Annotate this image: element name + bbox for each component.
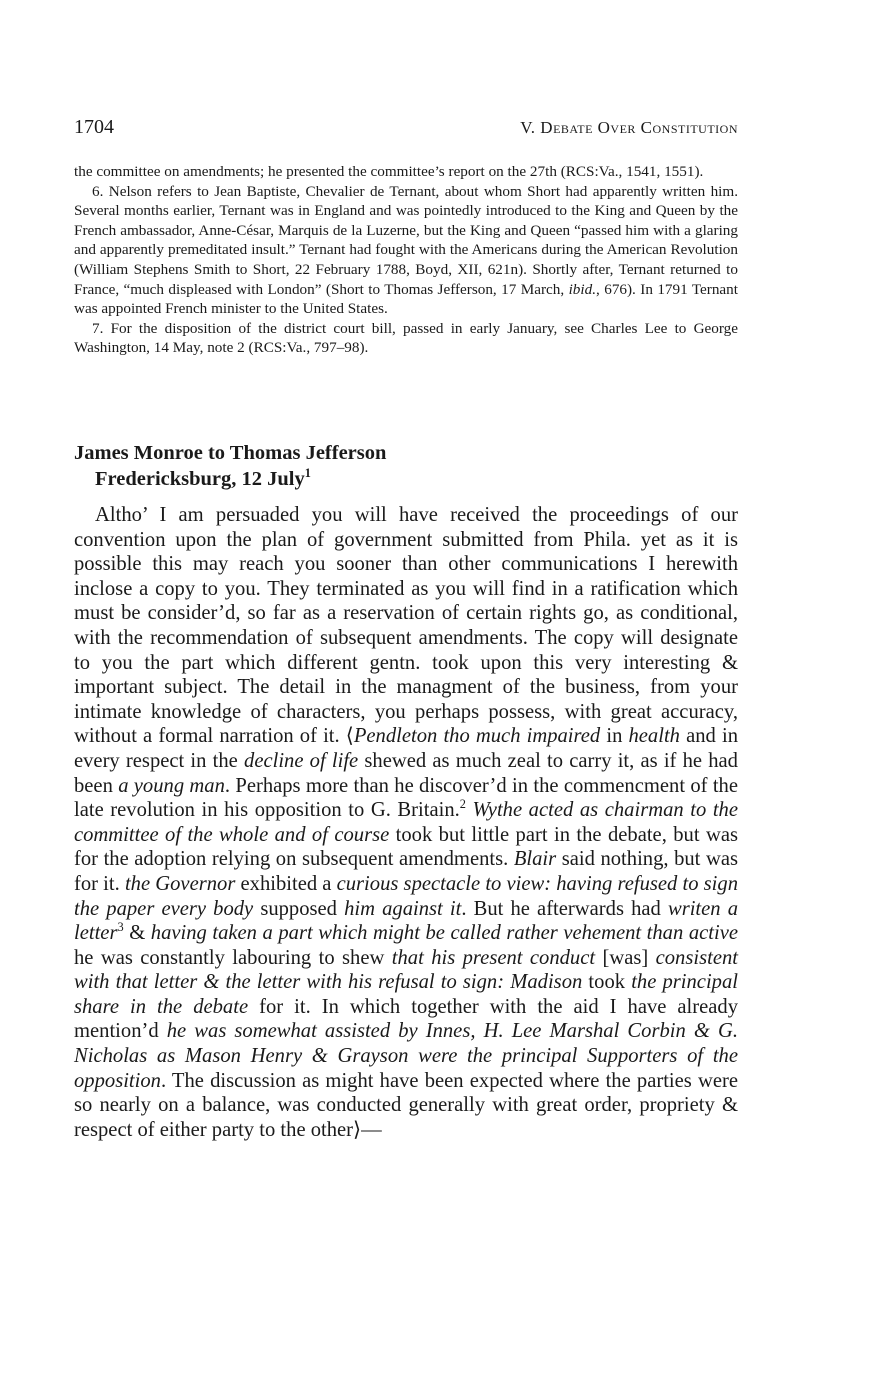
letter-text: in [600, 725, 629, 748]
letter-italic: he was somewhat assisted by Innes, H. Lee Marshal Corbin & G. Nicholas as Mason Henry & Grayson were the principal Supporters of the opposition [74, 1020, 739, 1092]
letter-text: took but little part in the debate, but was for the adoption relying on subsequent amendments. [74, 823, 738, 871]
letter-italic: Pendleton tho much impaired [353, 725, 601, 748]
letter-italic: Wythe acted as chairman to the committee of the whole and of course [74, 799, 738, 846]
note-6-end: , 676). In 1791 Ternant was appointed French minister to the United States. [74, 280, 738, 318]
letter-italic: writen a letter [74, 897, 739, 945]
letter-body [74, 503, 738, 1142]
letter-text: . The discussion as might have been expected where the parties were so nearly on a balance, was conducted generally with great order, propriety & respect of either party to the other⟩— [74, 1069, 738, 1141]
letter-text: exhibited a [235, 872, 337, 895]
letter-text: & [123, 922, 151, 945]
letter-text: for it. In which together with the aid I have already mention’d [74, 995, 738, 1043]
title-note-ref: 1 [304, 466, 311, 481]
letter-text: supposed [253, 897, 345, 920]
document-title [74, 440, 738, 492]
note-6-text: 6. Nelson refers to Jean Baptiste, Chevalier de Ternant, about whom Short had apparently written him. Several months earlier, Ternant was in England and was pointedly introduced to the King and Queen by the French ambassador, Anne-César, Marquis de la Luzerne, but the King and Queen “passed him with a glaring and apparently premeditated insult.” Ternant had fought with the Americans during the American Revolution (William Stephens Smith to Short, 22 February 1788, Boyd, XII, 621n). Shortly after, Ternant returned to France, “much displeased with London” (Short to Thomas Jefferson, 17 March, [74, 182, 738, 298]
letter-text: took [582, 971, 632, 994]
letter-text: shewed as much zeal to carry it, as if he had been [74, 749, 738, 797]
letter-italic: the principal share in the debate [74, 971, 738, 1018]
title-line-2 [74, 466, 738, 492]
letter-text: he was constantly labouring to shew [74, 946, 392, 969]
letter-italic: the Governor [124, 872, 236, 895]
running-head: V. Debate Over Constitution [520, 118, 738, 137]
letter-italic: decline of life [244, 749, 359, 772]
letter-paragraph [74, 503, 738, 1142]
footnotes [74, 162, 738, 358]
letter-italic: him against it [344, 897, 462, 920]
title-line-1: James Monroe to Thomas Jefferson [74, 442, 387, 464]
note-7: 7. For the disposition of the district court bill, passed in early January, see Charles Lee to George Washington, 14 May, note 2 (RCS:Va., 797–98). [74, 319, 738, 357]
letter-text: . Perhaps more than he discover’d in the commencment of the late revolution in his opposition to G. Britain. [74, 774, 738, 822]
letter-italic: Blair [513, 848, 557, 871]
letter-italic: having taken a part which might be called rather vehement than active [150, 922, 738, 945]
note-ref-3: 3 [117, 920, 124, 935]
letter-italic: that his present conduct [391, 946, 596, 969]
letter-text: said nothing, but was for it. [74, 848, 738, 895]
letter-text [466, 799, 473, 821]
letter-italic: health [628, 725, 680, 748]
letter-italic: curious spectacle to view: having refused to sign the paper every body [74, 872, 738, 920]
note-5-continuation: the committee on amendments; he presented the committee’s report on the 27th (RCS:Va., 1541, 1551). [74, 163, 704, 180]
note-6-ibid: ibid. [568, 280, 597, 298]
note-ref-2: 2 [459, 797, 466, 812]
note-6 [74, 182, 738, 319]
letter-italic: a young man [118, 774, 225, 797]
letter-text: . But he afterwards had [461, 897, 668, 920]
letter-text: [was] [595, 946, 656, 969]
title-place-date: Fredericksburg, 12 July [95, 468, 305, 490]
letter-italic: consistent with that letter & the letter with his refusal to sign: Madison [74, 946, 738, 994]
letter-text: and in every respect in the [74, 725, 738, 772]
letter-text: Altho’ I am persuaded you will have received the proceedings of our convention upon the plan of government submitted from Phila. yet as it is possible this may reach you sooner than other communications I herewith inclose a copy to you. They terminated as you will find in a ratification which must be consider’d, so far as a reservation of certain rights go, as conditional, with the recommendation of subsequent amendments. The copy will designate to you the part which different gentn. took upon this very interesting & important subject. The detail in the managment of the business, from your intimate knowledge of characters, you perhaps possess, with great accuracy, without a formal narration of it. ⟨ [74, 504, 738, 748]
page-header [74, 116, 738, 146]
page-number: 1704 [74, 116, 114, 138]
